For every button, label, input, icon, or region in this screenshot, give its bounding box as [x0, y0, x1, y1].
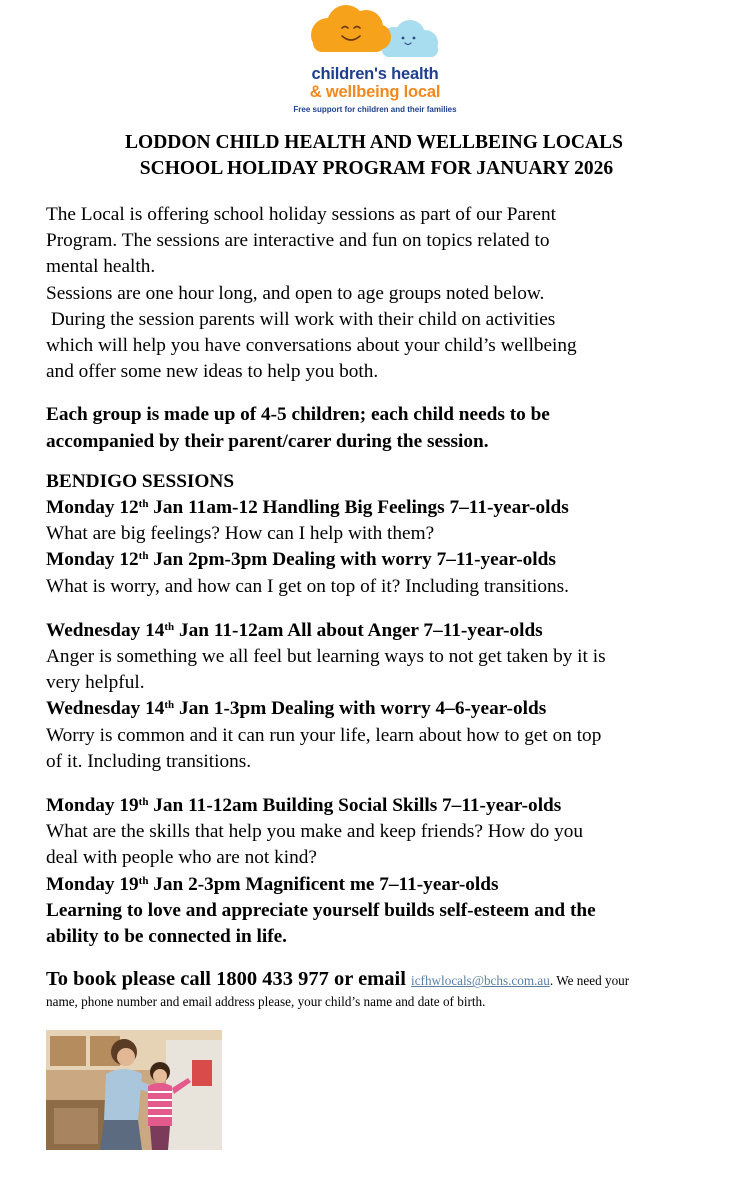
session-title: Wednesday 14th Jan 11-12am All about Anger 7–11-year-olds — [46, 619, 543, 641]
session-description: What are big feelings? How can I help with them? — [46, 523, 435, 545]
logo-title-line1: children's health — [311, 65, 439, 83]
intro-line: The Local is offering school holiday sessions as part of our Parent — [46, 204, 556, 225]
booking-details: name, phone number and email address please, your child’s name and date of birth. — [46, 994, 486, 1010]
section-title: BENDIGO SESSIONS — [46, 470, 235, 492]
session-item — [46, 495, 712, 547]
session-item — [46, 872, 712, 951]
group-note-line: accompanied by their parent/carer during the session. — [46, 430, 489, 452]
brand-logo — [270, 4, 480, 118]
intro-line: During the session parents will work with their child on activities — [46, 308, 556, 330]
session-description: What are the skills that help you make and keep friends? How do you — [46, 821, 584, 843]
session-item — [46, 547, 712, 599]
session-item — [46, 696, 712, 775]
session-item — [46, 793, 712, 872]
session-title: Monday 12th Jan 2pm-3pm Dealing with worry 7–11-year-olds — [46, 549, 556, 571]
parent-child-photo — [46, 1030, 222, 1150]
session-title: Monday 12th Jan 11am-12 Handling Big Feelings 7–11-year-olds — [46, 497, 569, 519]
session-description: ability to be connected in life. — [46, 926, 287, 948]
session-description: of it. Including transitions. — [46, 750, 252, 772]
session-description: What is worry, and how can I get on top of it? Including transitions. — [46, 575, 569, 597]
cloud-logo-icon — [306, 4, 446, 64]
session-description: Learning to love and appreciate yourself builds self-esteem and the — [46, 899, 596, 921]
session-title: Monday 19th Jan 2-3pm Magnificent me 7–11-year-olds — [46, 873, 499, 895]
intro-line: which will help you have conversations about your child’s wellbeing — [46, 335, 577, 357]
page-title-line2: SCHOOL HOLIDAY PROGRAM FOR JANUARY 2026 — [134, 158, 614, 179]
group-note-line: Each group is made up of 4-5 children; each child needs to be — [46, 404, 550, 426]
page-title-line1: LODDON CHILD HEALTH AND WELLBEING LOCALS — [125, 132, 623, 153]
booking-lead: To book please call 1800 433 977 or email — [46, 968, 412, 991]
booking-tail: . We need your — [549, 973, 630, 989]
page-title — [0, 130, 748, 182]
session-item — [46, 618, 712, 697]
logo-tagline: Free support for children and their families — [293, 105, 457, 114]
session-description: very helpful. — [46, 672, 145, 694]
intro-line: Program. The sessions are interactive and fun on topics related to — [46, 230, 550, 252]
session-title: Wednesday 14th Jan 1-3pm Dealing with worry 4–6-year-olds — [46, 698, 547, 720]
intro-line: and offer some new ideas to help you both. — [46, 361, 379, 383]
session-title: Monday 19th Jan 11-12am Building Social Skills 7–11-year-olds — [46, 795, 562, 817]
session-description: deal with people who are not kind? — [46, 847, 317, 869]
program-content — [46, 202, 712, 1010]
intro-line: Sessions are one hour long, and open to age groups noted below. — [46, 282, 545, 304]
session-description: Worry is common and it can run your life, learn about how to get on top — [46, 724, 602, 746]
email-link[interactable]: icfhwlocals@bchs.com.au — [411, 973, 550, 989]
booking-info — [46, 966, 712, 1010]
logo-title-line2: & wellbeing local — [309, 83, 441, 101]
session-description: Anger is something we all feel but learning ways to not get taken by it is — [46, 646, 606, 668]
intro-line: mental health. — [46, 256, 156, 278]
